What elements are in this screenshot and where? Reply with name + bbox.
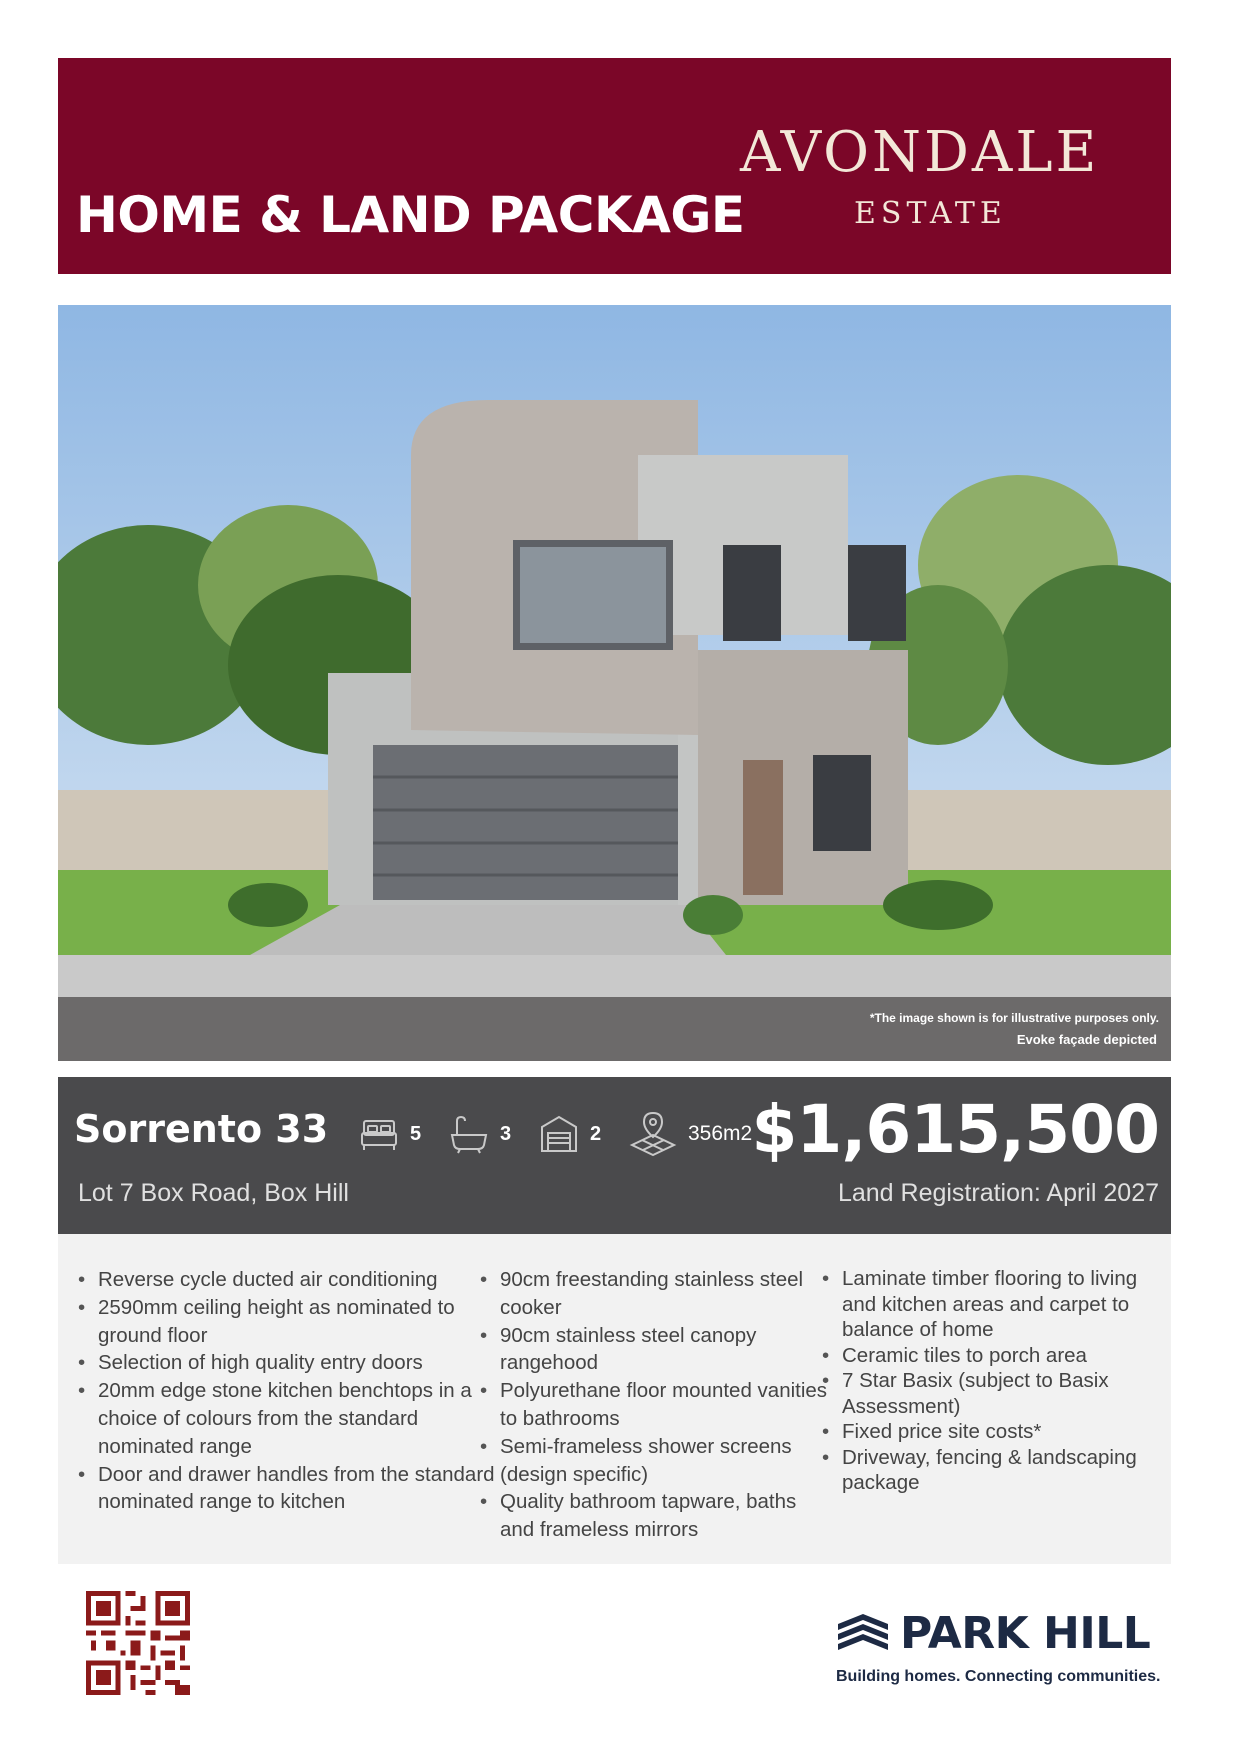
lot-address: Lot 7 Box Road, Box Hill — [78, 1179, 349, 1207]
list-item: • Quality bathroom tapware, baths and frameless mirrors — [480, 1488, 835, 1544]
land-area-feature — [628, 1109, 752, 1159]
land-registration: Land Registration: April 2027 — [837, 1179, 1159, 1207]
estate-logo-main: AVONDALE — [740, 120, 1100, 185]
list-item: • 20mm edge stone kitchen benchtops in a choice of colours from the standard nominated range — [78, 1377, 498, 1460]
list-item: • Selection of high quality entry doors — [78, 1349, 498, 1377]
bed-icon — [358, 1113, 400, 1155]
image-disclaimer: *The image shown is for illustrative purposes only. — [869, 1011, 1159, 1025]
list-item: • Semi-frameless shower screens (design specific) — [480, 1433, 835, 1489]
company-tagline: Building homes. Connecting communities. — [836, 1668, 1161, 1685]
inclusions-column-1 — [78, 1266, 498, 1516]
bathrooms-count: 3 — [500, 1122, 512, 1145]
house-illustration — [58, 305, 1171, 1061]
package-title: HOME & LAND PACKAGE — [76, 186, 745, 244]
package-price: $1,615,500 — [751, 1091, 1159, 1168]
list-item: • Laminate timber flooring to living and kitchen areas and carpet to balance of home — [822, 1266, 1157, 1343]
estate-logo-sub: ESTATE — [854, 196, 1007, 231]
bedrooms-feature — [358, 1113, 421, 1155]
inclusions-column-3 — [822, 1266, 1157, 1496]
garage-count: 2 — [590, 1122, 602, 1145]
bedrooms-count: 5 — [410, 1122, 422, 1145]
facade-note: Evoke façade depicted — [1016, 1032, 1157, 1047]
list-item: • Ceramic tiles to porch area — [822, 1343, 1157, 1369]
list-item: • 2590mm ceiling height as nominated to ground floor — [78, 1294, 498, 1350]
header-banner — [58, 58, 1171, 274]
bathrooms-feature — [448, 1113, 511, 1155]
list-item: • Fixed price site costs* — [822, 1419, 1157, 1445]
list-item: • 90cm stainless steel canopy rangehood — [480, 1322, 835, 1378]
land-area-icon — [628, 1109, 678, 1159]
garage-feature — [538, 1113, 601, 1155]
list-item: • 90cm freestanding stainless steel cooker — [480, 1266, 835, 1322]
land-area-value: 356m2 — [688, 1122, 753, 1145]
inclusions-panel — [58, 1234, 1171, 1564]
list-item: • Door and drawer handles from the standard nominated range to kitchen — [78, 1461, 498, 1517]
bathtub-icon — [448, 1113, 490, 1155]
inclusions-column-2 — [480, 1266, 835, 1544]
list-item: • Polyurethane floor mounted vanities to bathrooms — [480, 1377, 835, 1433]
garage-icon — [538, 1113, 580, 1155]
list-item: • Driveway, fencing & landscaping package — [822, 1445, 1157, 1496]
list-item: • Reverse cycle ducted air conditioning — [78, 1266, 498, 1294]
listing-info-bar — [58, 1077, 1171, 1234]
home-model-name: Sorrento 33 — [74, 1107, 329, 1151]
qr-code[interactable] — [86, 1591, 190, 1695]
list-item: • 7 Star Basix (subject to Basix Assessment) — [822, 1368, 1157, 1419]
park-hill-logo-icon — [836, 1610, 890, 1658]
company-name: PARK HILL — [900, 1608, 1151, 1659]
house-render-image — [58, 305, 1171, 1061]
